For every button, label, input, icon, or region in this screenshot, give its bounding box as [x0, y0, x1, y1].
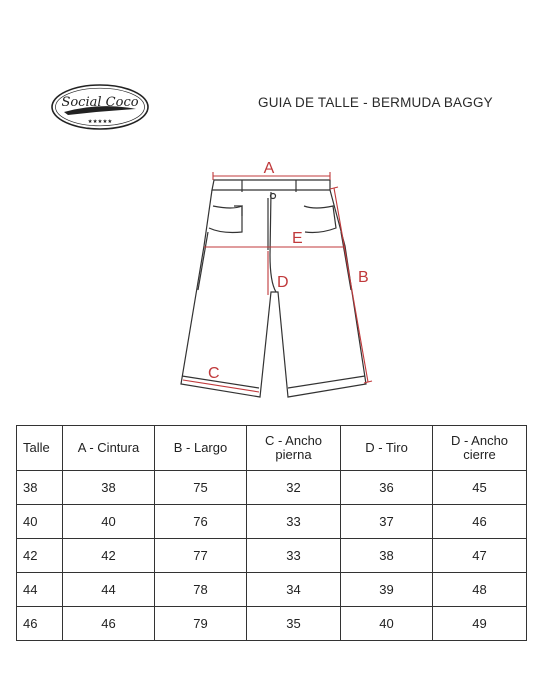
- table-cell: 38: [17, 471, 63, 505]
- table-cell: 77: [155, 539, 247, 573]
- table-cell: 40: [17, 505, 63, 539]
- table-cell: 38: [63, 471, 155, 505]
- table-row: [17, 505, 527, 539]
- table-row: [17, 539, 527, 573]
- header-tiro: D - Tiro: [341, 426, 433, 471]
- header-talle: Talle: [17, 426, 63, 471]
- table-header-row: [17, 426, 527, 471]
- table-cell: 44: [63, 573, 155, 607]
- header-cintura: A - Cintura: [63, 426, 155, 471]
- table-cell: 35: [247, 607, 341, 641]
- table-cell: 33: [247, 539, 341, 573]
- table-cell: 79: [155, 607, 247, 641]
- table-row: [17, 607, 527, 641]
- table-cell: 44: [17, 573, 63, 607]
- table-cell: 36: [341, 471, 433, 505]
- size-table: [16, 425, 527, 641]
- table-cell: 76: [155, 505, 247, 539]
- brand-logo: [50, 82, 150, 132]
- table-cell: 34: [247, 573, 341, 607]
- table-cell: 39: [341, 573, 433, 607]
- table-cell: 78: [155, 573, 247, 607]
- table-cell: 33: [247, 505, 341, 539]
- table-cell: 40: [341, 607, 433, 641]
- table-cell: 45: [433, 471, 527, 505]
- table-cell: 46: [17, 607, 63, 641]
- table-cell: 32: [247, 471, 341, 505]
- header-ancho-cierre: D - Ancho cierre: [433, 426, 527, 471]
- dim-label-d: D: [277, 274, 289, 291]
- table-cell: 46: [63, 607, 155, 641]
- dim-label-c: C: [208, 365, 220, 382]
- dim-label-b: B: [358, 269, 369, 286]
- header-largo: B - Largo: [155, 426, 247, 471]
- table-cell: 47: [433, 539, 527, 573]
- logo-stars: ★★★★★: [87, 119, 113, 125]
- table-cell: 42: [17, 539, 63, 573]
- table-row: [17, 573, 527, 607]
- table-cell: 42: [63, 539, 155, 573]
- dim-label-e: E: [292, 230, 303, 247]
- table-cell: 46: [433, 505, 527, 539]
- table-cell: 48: [433, 573, 527, 607]
- header-ancho-pierna: C - Ancho pierna: [247, 426, 341, 471]
- page-title: GUIA DE TALLE - BERMUDA BAGGY: [258, 95, 493, 110]
- table-cell: 49: [433, 607, 527, 641]
- table-row: [17, 471, 527, 505]
- bermuda-diagram: [170, 150, 390, 405]
- dim-label-a: A: [263, 160, 275, 177]
- table-cell: 38: [341, 539, 433, 573]
- table-cell: 75: [155, 471, 247, 505]
- logo-text: Social Coco: [61, 95, 139, 110]
- table-cell: 37: [341, 505, 433, 539]
- table-cell: 40: [63, 505, 155, 539]
